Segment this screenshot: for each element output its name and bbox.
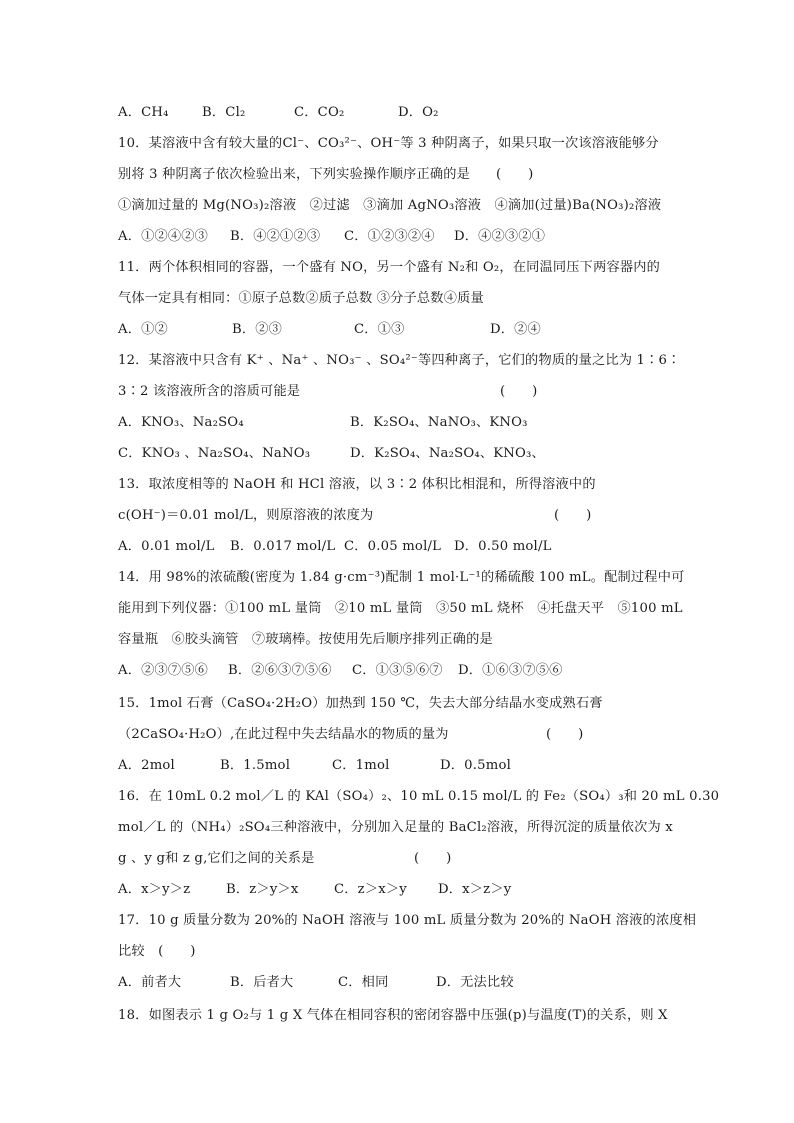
question-11-stem-line-2: 气体一定具有相同：①原子总数②质子总数 ③分子总数④质量 <box>118 291 484 306</box>
option-d: D．无法比较 <box>436 975 514 990</box>
question-10-stem-line-2 <box>118 165 534 185</box>
answer-paren: ( ) <box>414 851 452 866</box>
question-14-stem-line-2: 能用到下列仪器：①100 mL 量筒 ②10 mL 量筒 ③50 mL 烧杯 ④托盘天平 ⑤100 mL <box>118 601 683 616</box>
option-c: C．①③⑤⑥⑦ <box>352 663 443 678</box>
option-d: D．K₂SO₄、Na₂SO₄、KNO₃、 <box>350 446 545 461</box>
option-b: B．z＞y＞x <box>226 882 299 897</box>
option-c: C．z＞x＞y <box>334 882 407 897</box>
option-c: C．相同 <box>338 975 389 990</box>
option-b: B．后者大 <box>230 975 294 990</box>
option-a: A．0.01 mol/L <box>118 539 215 554</box>
option-b: B．K₂SO₄、NaNO₃、KNO₃ <box>350 415 528 430</box>
option-b: B．Cl₂ <box>202 105 246 120</box>
option-c: C．KNO₃ 、Na₂SO₄、NaNO₃ <box>118 446 311 461</box>
question-16-stem-line-2: mol／L 的（NH₄）₂SO₄三种溶液中，分别加入足量的 BaCl₂溶液，所得沉淀的质量依次为 x <box>118 820 673 835</box>
option-d: D．x＞z＞y <box>438 882 512 897</box>
option-a: A．①②④②③ <box>118 229 209 244</box>
option-a: A．②③⑦⑤⑥ <box>118 663 209 678</box>
option-a: A．前者大 <box>118 975 182 990</box>
question-16-stem-line-3 <box>118 849 452 869</box>
question-14-stem-line-3: 容量瓶 ⑥胶头滴管 ⑦玻璃棒。按使用先后顺序排列正确的是 <box>118 632 493 647</box>
option-d: D．0.5mol <box>440 758 511 773</box>
question-10-stem-line-1: 10．某溶液中含有较大量的Cl⁻、CO₃²⁻、OH⁻等 3 种阴离子，如果只取一次该溶液能够分 <box>118 136 659 151</box>
question-10-steps: ①滴加过量的 Mg(NO₃)₂溶液 ②过滤 ③滴加 AgNO₃溶液 ④滴加(过量)Ba(NO₃)₂溶液 <box>118 198 662 213</box>
option-a: A．①② <box>118 322 168 337</box>
option-b: B．②⑥③⑦⑤⑥ <box>228 663 332 678</box>
answer-paren: ( ) <box>500 384 538 399</box>
option-d: D．①⑥③⑦⑤⑥ <box>458 663 563 678</box>
stem-text: （2CaSO₄·H₂O）,在此过程中失去结晶水的物质的量为 <box>118 727 449 742</box>
option-c: C．CO₂ <box>294 105 345 120</box>
question-13-stem-line-1: 13．取浓度相等的 NaOH 和 HCl 溶液，以 3∶2 体积比相混和，所得溶液中的 <box>118 477 596 492</box>
stem-text: c(OH⁻)＝0.01 mol/L，则原溶液的浓度为 <box>118 508 374 523</box>
option-a: A．2mol <box>118 758 175 773</box>
answer-paren: ( ) <box>554 508 592 523</box>
option-b: B．②③ <box>232 322 283 337</box>
question-12-stem-line-1: 12．某溶液中只含有 K⁺ 、Na⁺ 、NO₃⁻ 、SO₄²⁻等四种离子，它们的物质的量之比为 1∶6∶ <box>118 353 681 368</box>
option-d: D．O₂ <box>398 105 439 120</box>
stem-text: g 、y g和 z g,它们之间的关系是 <box>118 851 315 866</box>
option-b: B．1.5mol <box>220 758 291 773</box>
question-12-stem-line-2 <box>118 382 538 402</box>
answer-paren: ( ) <box>546 727 584 742</box>
option-c: C．0.05 mol/L <box>344 539 442 554</box>
answer-paren: ( ) <box>496 167 534 182</box>
question-17-stem-line-1: 17．10 g 质量分数为 20%的 NaOH 溶液与 100 mL 质量分数为 20%的 NaOH 溶液的浓度相 <box>118 913 697 928</box>
stem-text: 3∶2 该溶液所含的溶质可能是 <box>118 384 301 399</box>
question-15-stem-line-2 <box>118 725 584 745</box>
question-14-stem-line-1: 14．用 98%的浓硫酸(密度为 1.84 g·cm⁻³)配制 1 mol·L⁻¹的稀硫酸 100 mL。配制过程中可 <box>118 570 685 585</box>
option-b: B．④②①②③ <box>230 229 321 244</box>
option-d: D．④②③②① <box>454 229 546 244</box>
question-11-stem-line-1: 11．两个体积相同的容器，一个盛有 NO，另一个盛有 N₂和 O₂，在同温同压下两容器内的 <box>118 260 661 275</box>
option-d: D．0.50 mol/L <box>454 539 552 554</box>
option-d: D．②④ <box>490 322 541 337</box>
option-c: C．①②③②④ <box>344 229 435 244</box>
question-13-stem-line-2 <box>118 506 592 526</box>
option-a: A．CH₄ <box>118 105 169 120</box>
question-18-stem-line-1: 18．如图表示 1 g O₂与 1 g X 气体在相同容积的密闭容器中压强(p)与温度(T)的关系，则 X <box>118 1008 668 1023</box>
option-b: B．0.017 mol/L <box>230 539 336 554</box>
question-17-stem-line-2: 比较 ( ) <box>118 944 196 959</box>
option-c: C．1mol <box>332 758 390 773</box>
question-16-stem-line-1: 16．在 10mL 0.2 mol／L 的 KAl（SO₄）₂、10 mL 0.15 mol/L 的 Fe₂（SO₄）₃和 20 mL 0.30 <box>118 789 720 804</box>
option-a: A．x＞y＞z <box>118 882 191 897</box>
option-c: C．①③ <box>354 322 405 337</box>
question-15-stem-line-1: 15．1mol 石膏（CaSO₄·2H₂O）加热到 150 ℃，失去大部分结晶水变成熟石膏 <box>118 696 603 711</box>
stem-text: 别将 3 种阴离子依次检验出来，下列实验操作顺序正确的是 <box>118 167 471 182</box>
option-a: A．KNO₃、Na₂SO₄ <box>118 415 244 430</box>
